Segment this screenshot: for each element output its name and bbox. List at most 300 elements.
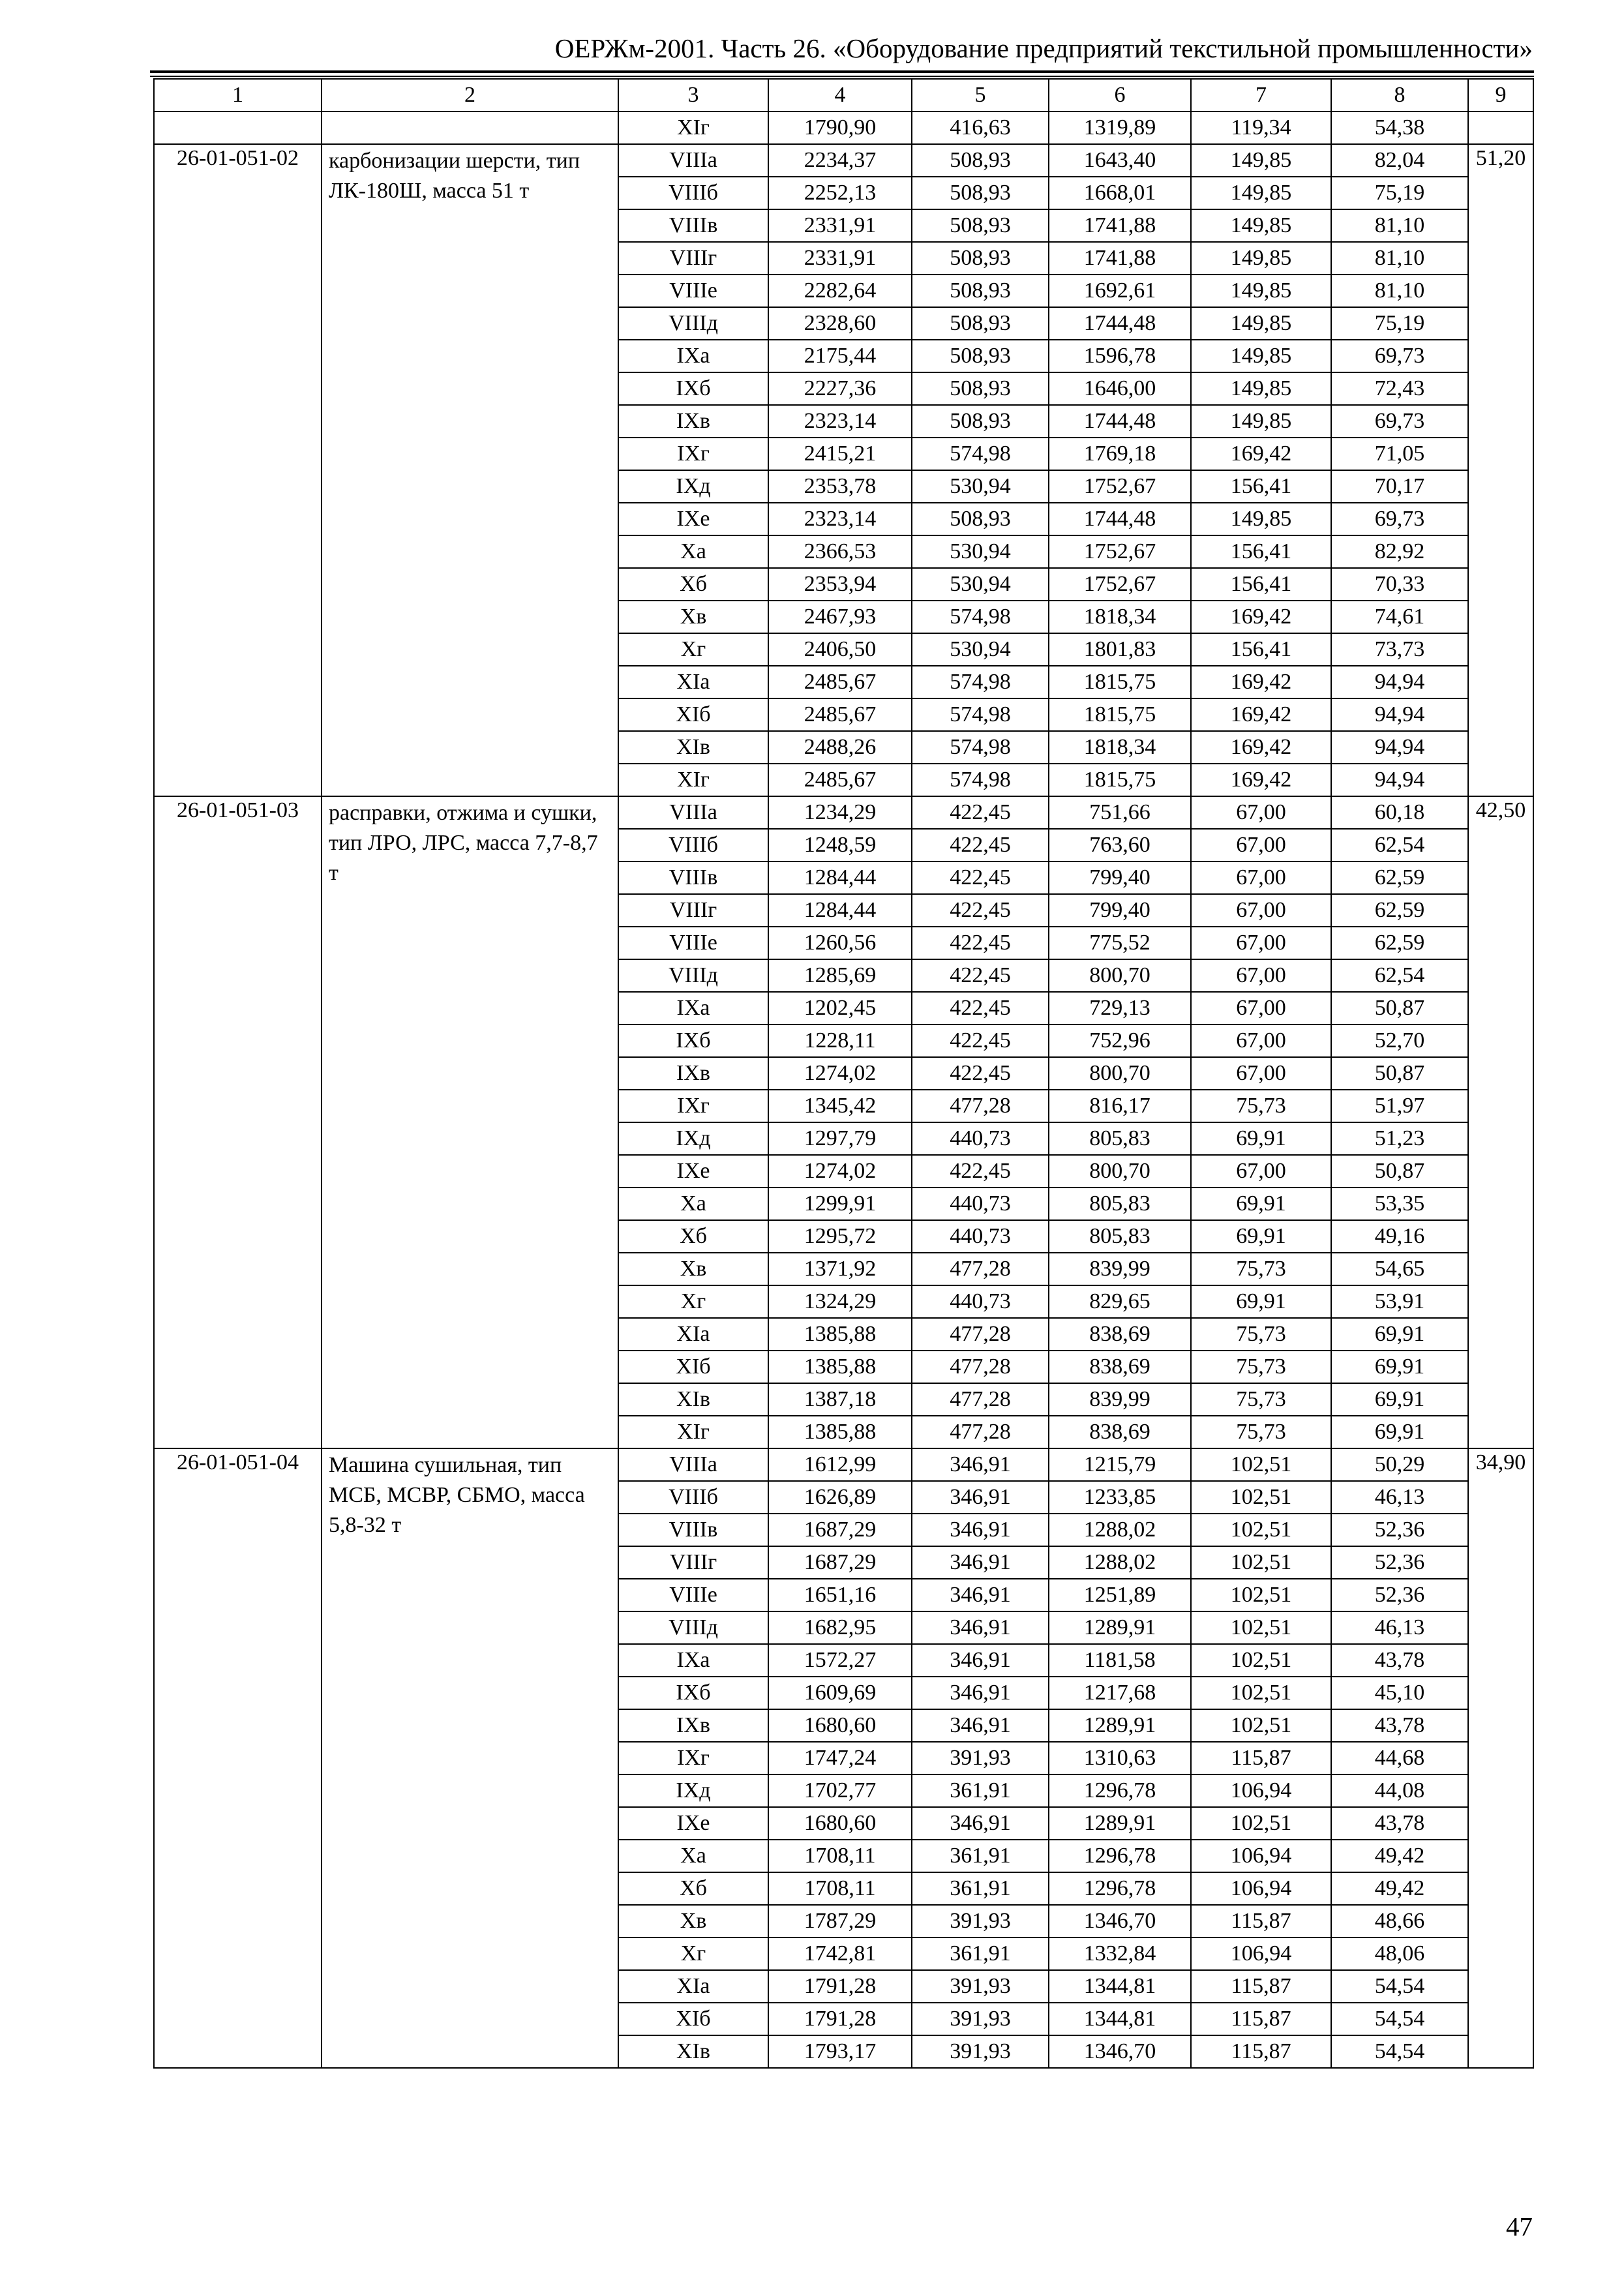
category-cell: IXд: [618, 1122, 768, 1155]
value-cell: 391,93: [912, 2003, 1049, 2035]
value-cell: 149,85: [1191, 177, 1331, 209]
value-cell: 1297,79: [768, 1122, 912, 1155]
continuation-row: [154, 112, 1533, 144]
category-cell: VIIIе: [618, 275, 768, 307]
value-cell: 574,98: [912, 764, 1049, 796]
value-cell: 346,91: [912, 1579, 1049, 1611]
value-cell: 1288,02: [1049, 1514, 1191, 1546]
value-cell: 102,51: [1191, 1709, 1331, 1742]
value-cell: 422,45: [912, 829, 1049, 861]
value-cell: 94,94: [1331, 666, 1468, 698]
value-cell: 805,83: [1049, 1220, 1191, 1253]
value-cell: 346,91: [912, 1448, 1049, 1481]
value-cell: 54,38: [1331, 112, 1468, 144]
value-cell: 156,41: [1191, 633, 1331, 666]
value-cell: 729,13: [1049, 992, 1191, 1025]
value-cell: 1744,48: [1049, 503, 1191, 535]
value-cell: 51,23: [1331, 1122, 1468, 1155]
value-cell: 1181,58: [1049, 1644, 1191, 1677]
value-cell: 69,91: [1191, 1122, 1331, 1155]
item-code: 26-01-051-04: [154, 1448, 322, 2068]
category-cell: IXд: [618, 1774, 768, 1807]
value-cell: 838,69: [1049, 1416, 1191, 1448]
value-cell: 115,87: [1191, 1742, 1331, 1774]
value-cell: 838,69: [1049, 1351, 1191, 1383]
value-cell: 574,98: [912, 666, 1049, 698]
value-cell: 49,16: [1331, 1220, 1468, 1253]
value-cell: 2175,44: [768, 340, 912, 372]
column-number: 9: [1468, 79, 1533, 112]
value-cell: 54,54: [1331, 2003, 1468, 2035]
value-cell: 1310,63: [1049, 1742, 1191, 1774]
value-cell: 422,45: [912, 959, 1049, 992]
value-cell: 1385,88: [768, 1351, 912, 1383]
value-cell: 508,93: [912, 144, 1049, 177]
value-cell: 2353,94: [768, 568, 912, 601]
value-cell: 1346,70: [1049, 1905, 1191, 1937]
category-cell: IXб: [618, 372, 768, 405]
value-cell: 102,51: [1191, 1546, 1331, 1579]
value-cell: 94,94: [1331, 731, 1468, 764]
item-code: 26-01-051-02: [154, 144, 322, 796]
value-cell: 1215,79: [1049, 1448, 1191, 1481]
category-cell: XIа: [618, 1318, 768, 1351]
value-cell: 1692,61: [1049, 275, 1191, 307]
value-cell: 1815,75: [1049, 666, 1191, 698]
category-cell: XIб: [618, 1351, 768, 1383]
value-cell: 106,94: [1191, 1774, 1331, 1807]
value-cell: 530,94: [912, 535, 1049, 568]
value-cell: 1818,34: [1049, 731, 1191, 764]
value-cell: 67,00: [1191, 829, 1331, 861]
value-cell: 115,87: [1191, 2035, 1331, 2068]
value-cell: 102,51: [1191, 1677, 1331, 1709]
category-cell: XIа: [618, 666, 768, 698]
value-cell: 1801,83: [1049, 633, 1191, 666]
category-cell: VIIIа: [618, 796, 768, 829]
value-cell: 1299,91: [768, 1188, 912, 1220]
value-cell: 1371,92: [768, 1253, 912, 1285]
value-cell: 763,60: [1049, 829, 1191, 861]
value-cell: 82,04: [1331, 144, 1468, 177]
category-cell: VIIIе: [618, 1579, 768, 1611]
category-cell: Xг: [618, 1937, 768, 1970]
value-cell: 2366,53: [768, 535, 912, 568]
value-cell: 1274,02: [768, 1155, 912, 1188]
value-cell: 1741,88: [1049, 209, 1191, 242]
value-cell: 106,94: [1191, 1872, 1331, 1905]
category-cell: VIIIб: [618, 1481, 768, 1514]
value-cell: 508,93: [912, 340, 1049, 372]
value-cell: 149,85: [1191, 405, 1331, 438]
value-cell: 54,54: [1331, 2035, 1468, 2068]
value-cell: 43,78: [1331, 1807, 1468, 1840]
value-cell: 149,85: [1191, 275, 1331, 307]
value-cell: 1345,42: [768, 1090, 912, 1122]
value-cell: 346,91: [912, 1611, 1049, 1644]
category-cell: XIг: [618, 1416, 768, 1448]
item-rate: 51,20: [1468, 144, 1533, 796]
category-cell: VIIIв: [618, 1514, 768, 1546]
value-cell: 1687,29: [768, 1546, 912, 1579]
value-cell: 2328,60: [768, 307, 912, 340]
value-cell: 346,91: [912, 1709, 1049, 1742]
value-cell: 2353,78: [768, 470, 912, 503]
value-cell: 839,99: [1049, 1383, 1191, 1416]
value-cell: 75,73: [1191, 1090, 1331, 1122]
value-cell: 1744,48: [1049, 307, 1191, 340]
value-cell: 67,00: [1191, 1155, 1331, 1188]
value-cell: 2485,67: [768, 698, 912, 731]
value-cell: 60,18: [1331, 796, 1468, 829]
value-cell: 75,73: [1191, 1351, 1331, 1383]
value-cell: 775,52: [1049, 927, 1191, 959]
value-cell: 149,85: [1191, 503, 1331, 535]
category-cell: Xб: [618, 1872, 768, 1905]
category-cell: XIв: [618, 731, 768, 764]
value-cell: 1285,69: [768, 959, 912, 992]
value-cell: 69,91: [1191, 1285, 1331, 1318]
value-cell: 361,91: [912, 1840, 1049, 1872]
value-cell: 422,45: [912, 796, 1049, 829]
value-cell: 1202,45: [768, 992, 912, 1025]
value-cell: 1289,91: [1049, 1611, 1191, 1644]
value-cell: 69,73: [1331, 340, 1468, 372]
value-cell: 69,91: [1191, 1220, 1331, 1253]
value-cell: 508,93: [912, 275, 1049, 307]
category-cell: IXе: [618, 503, 768, 535]
category-cell: XIг: [618, 112, 768, 144]
value-cell: 1790,90: [768, 112, 912, 144]
value-cell: 1680,60: [768, 1807, 912, 1840]
column-number: 4: [768, 79, 912, 112]
category-cell: Xб: [618, 568, 768, 601]
category-cell: IXв: [618, 405, 768, 438]
value-cell: 44,68: [1331, 1742, 1468, 1774]
value-cell: 1596,78: [1049, 340, 1191, 372]
value-cell: 75,19: [1331, 177, 1468, 209]
category-cell: VIIIд: [618, 959, 768, 992]
value-cell: 508,93: [912, 242, 1049, 275]
column-number-row: [154, 79, 1533, 112]
value-cell: 2282,64: [768, 275, 912, 307]
value-cell: 75,73: [1191, 1416, 1331, 1448]
value-cell: 1346,70: [1049, 2035, 1191, 2068]
category-cell: IXг: [618, 1742, 768, 1774]
value-cell: 1747,24: [768, 1742, 912, 1774]
value-cell: 54,65: [1331, 1253, 1468, 1285]
rates-table: [153, 78, 1534, 2069]
value-cell: 2323,14: [768, 405, 912, 438]
value-cell: 574,98: [912, 731, 1049, 764]
value-cell: 74,61: [1331, 601, 1468, 633]
category-cell: XIб: [618, 2003, 768, 2035]
value-cell: 805,83: [1049, 1122, 1191, 1155]
item-rate: 34,90: [1468, 1448, 1533, 2068]
value-cell: 46,13: [1331, 1481, 1468, 1514]
value-cell: 574,98: [912, 438, 1049, 470]
value-cell: 52,36: [1331, 1514, 1468, 1546]
category-cell: IXа: [618, 1644, 768, 1677]
value-cell: 1260,56: [768, 927, 912, 959]
value-cell: 530,94: [912, 633, 1049, 666]
value-cell: 1682,95: [768, 1611, 912, 1644]
value-cell: 1612,99: [768, 1448, 912, 1481]
value-cell: 50,87: [1331, 1155, 1468, 1188]
value-cell: 54,54: [1331, 1970, 1468, 2003]
value-cell: 800,70: [1049, 1057, 1191, 1090]
value-cell: 67,00: [1191, 894, 1331, 927]
value-cell: 1708,11: [768, 1840, 912, 1872]
value-cell: 67,00: [1191, 861, 1331, 894]
value-cell: 1248,59: [768, 829, 912, 861]
category-cell: VIIIг: [618, 894, 768, 927]
value-cell: 477,28: [912, 1416, 1049, 1448]
value-cell: 1344,81: [1049, 1970, 1191, 2003]
value-cell: 67,00: [1191, 796, 1331, 829]
column-number: 3: [618, 79, 768, 112]
empty-code-cell: [154, 112, 322, 144]
value-cell: 752,96: [1049, 1025, 1191, 1057]
value-cell: 440,73: [912, 1122, 1049, 1155]
value-cell: 2467,93: [768, 601, 912, 633]
value-cell: 530,94: [912, 568, 1049, 601]
value-cell: 67,00: [1191, 1057, 1331, 1090]
item-description: расправки, отжима и сушки, тип ЛРО, ЛРС, масса 7,7-8,7 т: [322, 796, 618, 1448]
category-cell: VIIIг: [618, 1546, 768, 1579]
header-rule-thin: [150, 76, 1534, 77]
value-cell: 1815,75: [1049, 764, 1191, 796]
value-cell: 169,42: [1191, 438, 1331, 470]
value-cell: 1289,91: [1049, 1807, 1191, 1840]
value-cell: 508,93: [912, 503, 1049, 535]
value-cell: 67,00: [1191, 992, 1331, 1025]
value-cell: 1251,89: [1049, 1579, 1191, 1611]
value-cell: 422,45: [912, 927, 1049, 959]
value-cell: 53,35: [1331, 1188, 1468, 1220]
value-cell: 1668,01: [1049, 177, 1191, 209]
value-cell: 45,10: [1331, 1677, 1468, 1709]
value-cell: 102,51: [1191, 1448, 1331, 1481]
category-cell: VIIIб: [618, 177, 768, 209]
value-cell: 346,91: [912, 1644, 1049, 1677]
value-cell: 477,28: [912, 1090, 1049, 1122]
value-cell: 1752,67: [1049, 568, 1191, 601]
value-cell: 51,97: [1331, 1090, 1468, 1122]
value-cell: 102,51: [1191, 1481, 1331, 1514]
category-cell: IXб: [618, 1025, 768, 1057]
value-cell: 574,98: [912, 698, 1049, 731]
category-cell: Xв: [618, 601, 768, 633]
value-cell: 149,85: [1191, 372, 1331, 405]
category-cell: Xг: [618, 633, 768, 666]
value-cell: 1385,88: [768, 1416, 912, 1448]
value-cell: 1217,68: [1049, 1677, 1191, 1709]
value-cell: 1643,40: [1049, 144, 1191, 177]
value-cell: 799,40: [1049, 861, 1191, 894]
category-cell: XIа: [618, 1970, 768, 2003]
value-cell: 1626,89: [768, 1481, 912, 1514]
value-cell: 50,87: [1331, 1057, 1468, 1090]
value-cell: 52,36: [1331, 1579, 1468, 1611]
category-cell: XIб: [618, 698, 768, 731]
category-cell: VIIIд: [618, 1611, 768, 1644]
value-cell: 156,41: [1191, 568, 1331, 601]
category-cell: VIIIв: [618, 209, 768, 242]
category-cell: Xб: [618, 1220, 768, 1253]
value-cell: 391,93: [912, 1905, 1049, 1937]
value-cell: 2415,21: [768, 438, 912, 470]
value-cell: 1646,00: [1049, 372, 1191, 405]
value-cell: 2485,67: [768, 666, 912, 698]
value-cell: 119,34: [1191, 112, 1331, 144]
value-cell: 574,98: [912, 601, 1049, 633]
value-cell: 94,94: [1331, 698, 1468, 731]
value-cell: 1274,02: [768, 1057, 912, 1090]
value-cell: 1228,11: [768, 1025, 912, 1057]
category-cell: IXг: [618, 438, 768, 470]
column-number: 2: [322, 79, 618, 112]
category-cell: Xв: [618, 1905, 768, 1937]
category-cell: VIIIд: [618, 307, 768, 340]
value-cell: 43,78: [1331, 1709, 1468, 1742]
value-cell: 1295,72: [768, 1220, 912, 1253]
value-cell: 1769,18: [1049, 438, 1191, 470]
value-cell: 115,87: [1191, 1905, 1331, 1937]
value-cell: 422,45: [912, 1025, 1049, 1057]
column-number: 8: [1331, 79, 1468, 112]
value-cell: 69,73: [1331, 405, 1468, 438]
value-cell: 391,93: [912, 1970, 1049, 2003]
value-cell: 2406,50: [768, 633, 912, 666]
value-cell: 2331,91: [768, 242, 912, 275]
value-cell: 422,45: [912, 992, 1049, 1025]
column-number: 7: [1191, 79, 1331, 112]
value-cell: 52,70: [1331, 1025, 1468, 1057]
value-cell: 50,87: [1331, 992, 1468, 1025]
value-cell: 156,41: [1191, 535, 1331, 568]
value-cell: 799,40: [1049, 894, 1191, 927]
table-row: [154, 144, 1533, 177]
value-cell: 1233,85: [1049, 1481, 1191, 1514]
value-cell: 70,17: [1331, 470, 1468, 503]
category-cell: IXе: [618, 1807, 768, 1840]
column-number: 1: [154, 79, 322, 112]
value-cell: 1296,78: [1049, 1840, 1191, 1872]
value-cell: 346,91: [912, 1677, 1049, 1709]
value-cell: 81,10: [1331, 275, 1468, 307]
value-cell: 67,00: [1191, 1025, 1331, 1057]
value-cell: 69,91: [1331, 1416, 1468, 1448]
value-cell: 361,91: [912, 1774, 1049, 1807]
value-cell: 1572,27: [768, 1644, 912, 1677]
value-cell: 1284,44: [768, 894, 912, 927]
value-cell: 2227,36: [768, 372, 912, 405]
value-cell: 102,51: [1191, 1611, 1331, 1644]
value-cell: 1289,91: [1049, 1709, 1191, 1742]
item-code: 26-01-051-03: [154, 796, 322, 1448]
category-cell: IXб: [618, 1677, 768, 1709]
category-cell: IXг: [618, 1090, 768, 1122]
value-cell: 102,51: [1191, 1579, 1331, 1611]
value-cell: 346,91: [912, 1807, 1049, 1840]
category-cell: IXе: [618, 1155, 768, 1188]
table-row: [154, 796, 1533, 829]
value-cell: 346,91: [912, 1546, 1049, 1579]
category-cell: XIв: [618, 2035, 768, 2068]
value-cell: 81,10: [1331, 242, 1468, 275]
value-cell: 1687,29: [768, 1514, 912, 1546]
value-cell: 102,51: [1191, 1514, 1331, 1546]
value-cell: 67,00: [1191, 927, 1331, 959]
value-cell: 508,93: [912, 372, 1049, 405]
category-cell: Xа: [618, 535, 768, 568]
value-cell: 70,33: [1331, 568, 1468, 601]
value-cell: 48,06: [1331, 1937, 1468, 1970]
value-cell: 44,08: [1331, 1774, 1468, 1807]
value-cell: 1702,77: [768, 1774, 912, 1807]
category-cell: IXв: [618, 1709, 768, 1742]
value-cell: 69,91: [1331, 1351, 1468, 1383]
value-cell: 69,73: [1331, 503, 1468, 535]
value-cell: 346,91: [912, 1481, 1049, 1514]
value-cell: 1708,11: [768, 1872, 912, 1905]
category-cell: IXд: [618, 470, 768, 503]
column-number: 5: [912, 79, 1049, 112]
value-cell: 422,45: [912, 1155, 1049, 1188]
value-cell: 1385,88: [768, 1318, 912, 1351]
value-cell: 508,93: [912, 177, 1049, 209]
value-cell: 2331,91: [768, 209, 912, 242]
category-cell: XIв: [618, 1383, 768, 1416]
value-cell: 102,51: [1191, 1644, 1331, 1677]
value-cell: 361,91: [912, 1937, 1049, 1970]
value-cell: 800,70: [1049, 959, 1191, 992]
value-cell: 1609,69: [768, 1677, 912, 1709]
value-cell: 440,73: [912, 1188, 1049, 1220]
value-cell: 1324,29: [768, 1285, 912, 1318]
value-cell: 477,28: [912, 1383, 1049, 1416]
category-cell: IXа: [618, 992, 768, 1025]
value-cell: 751,66: [1049, 796, 1191, 829]
value-cell: 1787,29: [768, 1905, 912, 1937]
value-cell: 75,73: [1191, 1318, 1331, 1351]
value-cell: 106,94: [1191, 1937, 1331, 1970]
value-cell: 422,45: [912, 894, 1049, 927]
value-cell: 62,54: [1331, 959, 1468, 992]
value-cell: 43,78: [1331, 1644, 1468, 1677]
value-cell: 62,54: [1331, 829, 1468, 861]
value-cell: 1680,60: [768, 1709, 912, 1742]
value-cell: 2252,13: [768, 177, 912, 209]
value-cell: 169,42: [1191, 666, 1331, 698]
value-cell: 440,73: [912, 1220, 1049, 1253]
category-cell: Xв: [618, 1253, 768, 1285]
value-cell: 81,10: [1331, 209, 1468, 242]
value-cell: 62,59: [1331, 861, 1468, 894]
value-cell: 1791,28: [768, 1970, 912, 2003]
value-cell: 816,17: [1049, 1090, 1191, 1122]
value-cell: 169,42: [1191, 764, 1331, 796]
value-cell: 477,28: [912, 1253, 1049, 1285]
value-cell: 1793,17: [768, 2035, 912, 2068]
category-cell: XIг: [618, 764, 768, 796]
category-cell: VIIIг: [618, 242, 768, 275]
value-cell: 838,69: [1049, 1318, 1191, 1351]
value-cell: 440,73: [912, 1285, 1049, 1318]
value-cell: 69,91: [1331, 1318, 1468, 1351]
value-cell: 1234,29: [768, 796, 912, 829]
